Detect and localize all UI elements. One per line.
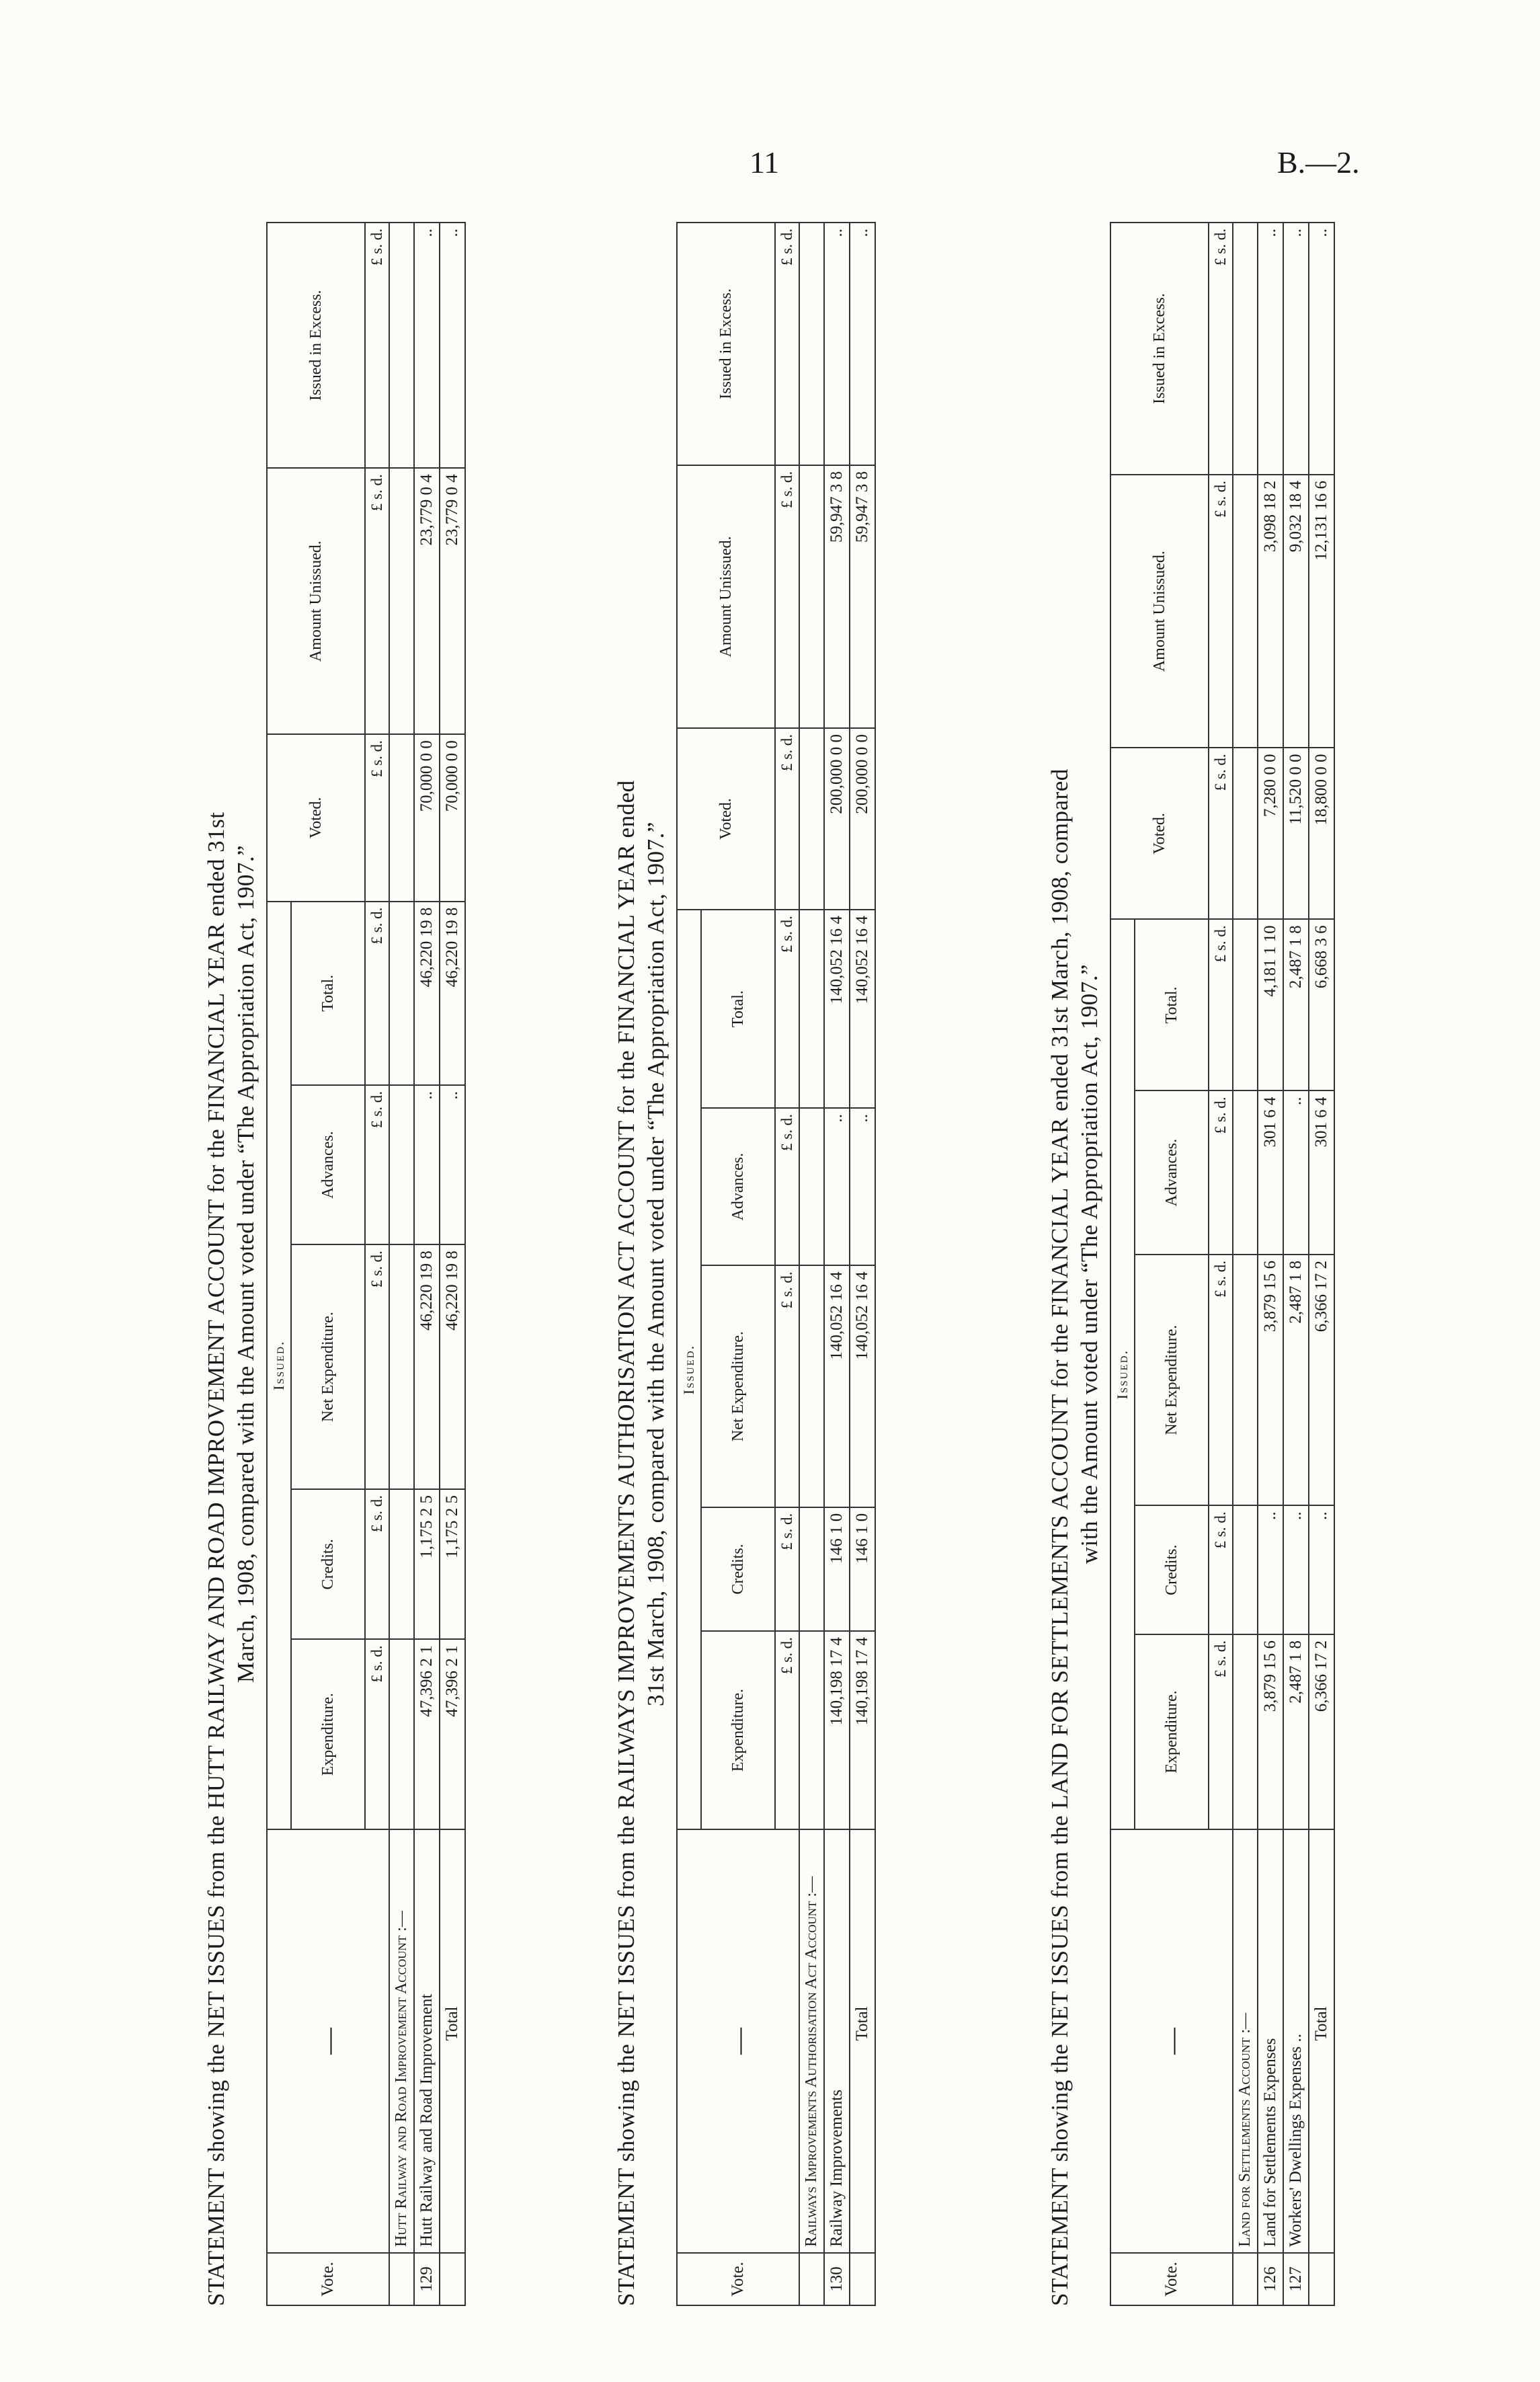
section-row bbox=[389, 223, 414, 2305]
empty-cell bbox=[1233, 1255, 1258, 1505]
issued-header: Issued. bbox=[1110, 919, 1135, 1829]
credits-cell: 1,175 2 5 bbox=[414, 1489, 440, 1639]
net-expenditure-cell: 140,052 16 4 bbox=[824, 1265, 850, 1507]
total-excess-cell: .. bbox=[440, 223, 465, 468]
currency-units: £ s. d. bbox=[775, 910, 799, 1108]
empty-cell bbox=[799, 1265, 824, 1507]
empty-cell bbox=[1233, 748, 1258, 919]
unissued-header: Amount Unissued. bbox=[267, 468, 365, 734]
empty-cell bbox=[389, 1085, 414, 1244]
total-advances-cell: .. bbox=[440, 1085, 465, 1244]
total-expenditure-cell: 47,396 2 1 bbox=[440, 1639, 465, 1829]
statement-title-line2: with the Amount voted under “The Appropriation Act, 1907.” bbox=[1076, 963, 1102, 1564]
empty-cell bbox=[1233, 475, 1258, 748]
currency-units: £ s. d. bbox=[365, 223, 389, 468]
credits-cell: .. bbox=[1258, 1505, 1283, 1634]
item-label: Railway Improvements bbox=[824, 1829, 850, 2253]
total-net-expenditure-cell: 6,366 17 2 bbox=[1309, 1255, 1334, 1505]
unissued-cell: 23,779 0 4 bbox=[414, 468, 440, 734]
statement-title-line2: March, 1908, compared with the Amount voted under “The Appropriation Act, 1907.” bbox=[233, 844, 259, 1683]
net-expenditure-header: Net Expenditure. bbox=[291, 1244, 365, 1489]
advances-cell: 301 6 4 bbox=[1258, 1090, 1283, 1255]
excess-header: Issued in Excess. bbox=[267, 223, 365, 468]
total-header: Total. bbox=[701, 910, 775, 1108]
credits-header: Credits. bbox=[291, 1489, 365, 1639]
currency-units: £ s. d. bbox=[775, 1631, 799, 1829]
vote-cell bbox=[440, 2253, 465, 2305]
vote-cell bbox=[1309, 2253, 1334, 2305]
currency-units: £ s. d. bbox=[365, 1639, 389, 1829]
total-total-cell: 46,220 19 8 bbox=[440, 902, 465, 1085]
total-label: Total bbox=[440, 1829, 465, 2253]
expenditure-header: Expenditure. bbox=[291, 1639, 365, 1829]
vote-number: 129 bbox=[414, 2253, 440, 2305]
empty-cell bbox=[799, 910, 824, 1108]
currency-units: £ s. d. bbox=[365, 1489, 389, 1639]
section-label: Railways Improvements Authorisation Act Account :— bbox=[799, 1829, 824, 2253]
issued-header: Issued. bbox=[267, 902, 291, 1829]
credits-cell: .. bbox=[1283, 1505, 1309, 1634]
total-row bbox=[850, 223, 875, 2305]
statement-body bbox=[799, 223, 875, 2305]
empty-cell bbox=[389, 734, 414, 901]
unissued-cell: 3,098 18 2 bbox=[1258, 475, 1283, 748]
total-voted-cell: 18,800 0 0 bbox=[1309, 748, 1334, 919]
total-excess-cell: .. bbox=[1309, 223, 1334, 475]
currency-units: £ s. d. bbox=[1209, 1634, 1233, 1829]
currency-units: £ s. d. bbox=[365, 468, 389, 734]
unissued-cell: 59,947 3 8 bbox=[824, 465, 850, 728]
section-row bbox=[1233, 223, 1258, 2305]
statement-body bbox=[389, 223, 465, 2305]
total-voted-cell: 200,000 0 0 bbox=[850, 728, 875, 910]
advances-cell: .. bbox=[414, 1085, 440, 1244]
vote-number: 126 bbox=[1258, 2253, 1283, 2305]
statement-title-line2: 31st March, 1908, compared with the Amount voted under “The Appropriation Act, 1907.” bbox=[643, 822, 669, 1706]
total-excess-cell: .. bbox=[850, 223, 875, 465]
currency-units: £ s. d. bbox=[1209, 1255, 1233, 1505]
credits-header: Credits. bbox=[701, 1507, 775, 1631]
vote-cell bbox=[389, 2253, 414, 2305]
paper-reference: B.—2. bbox=[1277, 145, 1360, 180]
empty-cell bbox=[799, 1108, 824, 1265]
voted-cell: 200,000 0 0 bbox=[824, 728, 850, 910]
table-row bbox=[824, 223, 850, 2305]
expenditure-cell: 3,879 15 6 bbox=[1258, 1634, 1283, 1829]
voted-cell: 11,520 0 0 bbox=[1283, 748, 1309, 919]
total-unissued-cell: 12,131 16 6 bbox=[1309, 475, 1334, 748]
section-label: Hutt Railway and Road Improvement Account :— bbox=[389, 1829, 414, 2253]
empty-cell bbox=[799, 1631, 824, 1829]
empty-cell bbox=[389, 468, 414, 734]
vote-number: 127 bbox=[1283, 2253, 1309, 2305]
total-voted-cell: 70,000 0 0 bbox=[440, 734, 465, 901]
expenditure-header: Expenditure. bbox=[701, 1631, 775, 1829]
total-cell: 46,220 19 8 bbox=[414, 902, 440, 1085]
currency-units: £ s. d. bbox=[775, 1108, 799, 1265]
currency-units: £ s. d. bbox=[1209, 1090, 1233, 1255]
statement-title bbox=[612, 222, 671, 2306]
item-header: — bbox=[677, 1829, 799, 2253]
currency-units: £ s. d. bbox=[775, 465, 799, 728]
advances-cell: .. bbox=[1283, 1090, 1309, 1255]
total-credits-cell: 1,175 2 5 bbox=[440, 1489, 465, 1639]
voted-cell: 70,000 0 0 bbox=[414, 734, 440, 901]
total-row bbox=[440, 223, 465, 2305]
expenditure-cell: 140,198 17 4 bbox=[824, 1631, 850, 1829]
total-credits-cell: 146 1 0 bbox=[850, 1507, 875, 1631]
currency-units: £ s. d. bbox=[1209, 919, 1233, 1090]
statement-title-line1: STATEMENT showing the NET ISSUES from the LAND FOR SETTLEMENTS ACCOUNT for the FINANCIAL YEAR ended 31st March, 1908, compared bbox=[1047, 768, 1073, 2306]
currency-units: £ s. d. bbox=[1209, 223, 1233, 475]
net-expenditure-header: Net Expenditure. bbox=[701, 1265, 775, 1507]
currency-units: £ s. d. bbox=[1209, 748, 1233, 919]
total-credits-cell: .. bbox=[1309, 1505, 1334, 1634]
section-row bbox=[799, 223, 824, 2305]
advances-header: Advances. bbox=[701, 1108, 775, 1265]
excess-header: Issued in Excess. bbox=[677, 223, 775, 465]
total-cell: 2,487 1 8 bbox=[1283, 919, 1309, 1090]
statement-table bbox=[1110, 222, 1335, 2306]
expenditure-cell: 47,396 2 1 bbox=[414, 1639, 440, 1829]
item-header: — bbox=[267, 1829, 389, 2253]
statement-title bbox=[1045, 222, 1104, 2306]
voted-header: Voted. bbox=[677, 728, 775, 910]
item-header: — bbox=[1110, 1829, 1233, 2253]
currency-units: £ s. d. bbox=[775, 223, 799, 465]
total-total-cell: 6,668 3 6 bbox=[1309, 919, 1334, 1090]
total-advances-cell: 301 6 4 bbox=[1309, 1090, 1334, 1255]
total-cell: 140,052 16 4 bbox=[824, 910, 850, 1108]
vote-header: Vote. bbox=[677, 2253, 799, 2305]
excess-cell: .. bbox=[824, 223, 850, 465]
total-net-expenditure-cell: 140,052 16 4 bbox=[850, 1265, 875, 1507]
empty-cell bbox=[389, 1639, 414, 1829]
total-expenditure-cell: 140,198 17 4 bbox=[850, 1631, 875, 1829]
statement-table bbox=[676, 222, 876, 2306]
total-cell: 4,181 1 10 bbox=[1258, 919, 1283, 1090]
net-expenditure-cell: 2,487 1 8 bbox=[1283, 1255, 1309, 1505]
total-net-expenditure-cell: 46,220 19 8 bbox=[440, 1244, 465, 1489]
net-expenditure-header: Net Expenditure. bbox=[1135, 1255, 1209, 1505]
total-total-cell: 140,052 16 4 bbox=[850, 910, 875, 1108]
empty-cell bbox=[799, 223, 824, 465]
statement-panel bbox=[612, 222, 1002, 2306]
statement-title bbox=[202, 222, 261, 2306]
unissued-header: Amount Unissued. bbox=[677, 465, 775, 728]
advances-header: Advances. bbox=[1135, 1090, 1209, 1255]
currency-units: £ s. d. bbox=[365, 1085, 389, 1244]
empty-cell bbox=[389, 1489, 414, 1639]
empty-cell bbox=[389, 1244, 414, 1489]
expenditure-cell: 2,487 1 8 bbox=[1283, 1634, 1309, 1829]
empty-cell bbox=[389, 902, 414, 1085]
advances-cell: .. bbox=[824, 1108, 850, 1265]
currency-units: £ s. d. bbox=[775, 1265, 799, 1507]
vote-number: 130 bbox=[824, 2253, 850, 2305]
empty-cell bbox=[1233, 1505, 1258, 1634]
total-unissued-cell: 23,779 0 4 bbox=[440, 468, 465, 734]
statement-panel bbox=[202, 222, 605, 2306]
empty-cell bbox=[1233, 919, 1258, 1090]
total-unissued-cell: 59,947 3 8 bbox=[850, 465, 875, 728]
excess-header: Issued in Excess. bbox=[1110, 223, 1209, 475]
total-expenditure-cell: 6,366 17 2 bbox=[1309, 1634, 1334, 1829]
item-label: Hutt Railway and Road Improvement bbox=[414, 1829, 440, 2253]
item-label: Land for Settlements Expenses bbox=[1258, 1829, 1283, 2253]
table-row bbox=[1283, 223, 1309, 2305]
voted-header: Voted. bbox=[267, 734, 365, 901]
unissued-header: Amount Unissued. bbox=[1110, 475, 1209, 748]
currency-units: £ s. d. bbox=[365, 734, 389, 901]
currency-units: £ s. d. bbox=[365, 1244, 389, 1489]
vote-cell bbox=[1233, 2253, 1258, 2305]
empty-cell bbox=[1233, 1090, 1258, 1255]
excess-cell: .. bbox=[414, 223, 440, 468]
statement-panel bbox=[1045, 222, 1449, 2306]
currency-units: £ s. d. bbox=[1209, 1505, 1233, 1634]
section-label: Land for Settlements Account :— bbox=[1233, 1829, 1258, 2253]
page-number: 11 bbox=[749, 145, 780, 180]
empty-cell bbox=[799, 1507, 824, 1631]
vote-header: Vote. bbox=[1110, 2253, 1233, 2305]
net-expenditure-cell: 3,879 15 6 bbox=[1258, 1255, 1283, 1505]
voted-header: Voted. bbox=[1110, 748, 1209, 919]
statement-body bbox=[1233, 223, 1334, 2305]
statement-table bbox=[266, 222, 466, 2306]
empty-cell bbox=[799, 465, 824, 728]
total-header: Total. bbox=[1135, 919, 1209, 1090]
currency-units: £ s. d. bbox=[775, 1507, 799, 1631]
currency-units: £ s. d. bbox=[775, 728, 799, 910]
excess-cell: .. bbox=[1258, 223, 1283, 475]
total-label: Total bbox=[850, 1829, 875, 2253]
vote-cell bbox=[799, 2253, 824, 2305]
currency-units: £ s. d. bbox=[365, 902, 389, 1085]
currency-units: £ s. d. bbox=[1209, 475, 1233, 748]
empty-cell bbox=[1233, 1634, 1258, 1829]
table-row bbox=[1258, 223, 1283, 2305]
issued-header: Issued. bbox=[677, 910, 701, 1829]
total-row bbox=[1309, 223, 1334, 2305]
vote-cell bbox=[850, 2253, 875, 2305]
expenditure-header: Expenditure. bbox=[1135, 1634, 1209, 1829]
voted-cell: 7,280 0 0 bbox=[1258, 748, 1283, 919]
vote-header: Vote. bbox=[267, 2253, 389, 2305]
total-advances-cell: .. bbox=[850, 1108, 875, 1265]
net-expenditure-cell: 46,220 19 8 bbox=[414, 1244, 440, 1489]
statement-title-line1: STATEMENT showing the NET ISSUES from the RAILWAYS IMPROVEMENTS AUTHORISATION ACT ACCOUNT for the FINANCIAL YEAR ended bbox=[613, 780, 639, 2306]
advances-header: Advances. bbox=[291, 1085, 365, 1244]
credits-cell: 146 1 0 bbox=[824, 1507, 850, 1631]
statement-title-line1: STATEMENT showing the NET ISSUES from the HUTT RAILWAY AND ROAD IMPROVEMENT ACCOUNT for the FINANCIAL YEAR ended 31st bbox=[203, 811, 229, 2306]
empty-cell bbox=[1233, 223, 1258, 475]
empty-cell bbox=[389, 223, 414, 468]
empty-cell bbox=[799, 728, 824, 910]
excess-cell: .. bbox=[1283, 223, 1309, 475]
unissued-cell: 9,032 18 4 bbox=[1283, 475, 1309, 748]
item-label: Workers' Dwellings Expenses .. bbox=[1283, 1829, 1309, 2253]
total-label: Total bbox=[1309, 1829, 1334, 2253]
total-header: Total. bbox=[291, 902, 365, 1085]
credits-header: Credits. bbox=[1135, 1505, 1209, 1634]
table-row bbox=[414, 223, 440, 2305]
